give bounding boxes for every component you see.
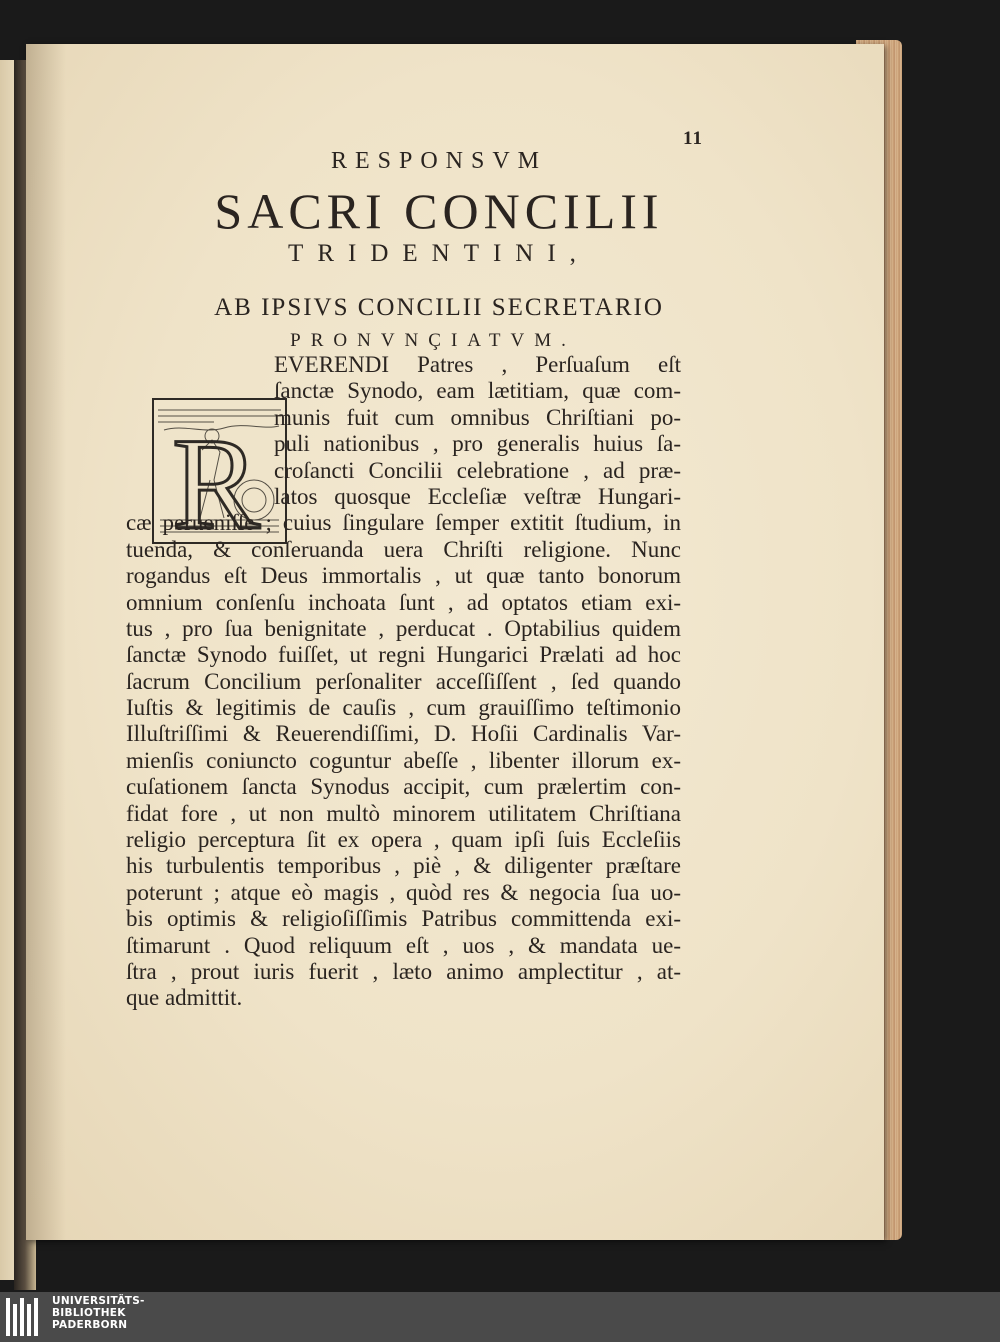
body-text bbox=[126, 352, 681, 1012]
text-line: tus , pro ſua benignitate , perducat . Optabilius quidem bbox=[126, 615, 681, 641]
text-line: munis fuit cum omnibus Chriſtiani po- bbox=[274, 404, 681, 430]
text-line: latos quosque Eccleſiæ veſtræ Hungari- bbox=[274, 483, 681, 509]
text-line: ſanctæ Synodo fuiſſet, ut regni Hungarici Prælati ad hoc bbox=[126, 642, 681, 668]
library-name-line-1: UNIVERSITÄTS- bbox=[52, 1295, 145, 1307]
library-name-line-3: PADERBORN bbox=[52, 1319, 128, 1331]
text-line: Illuſtriſſimi & Reuerendiſſimi, D. Hoſii Cardinalis Var- bbox=[126, 721, 681, 747]
title-line-3: TRIDENTINI, bbox=[288, 240, 590, 267]
text-line: bis optimis & religioſiſſimis Patribus committenda exi- bbox=[126, 906, 681, 932]
text-line: que admittit. bbox=[126, 985, 243, 1011]
text-line: mienſis coniuncto coguntur abeſſe , libenter illorum ex- bbox=[126, 747, 681, 773]
title-line-2: SACRI CONCILII bbox=[214, 183, 664, 239]
library-name-line-2: BIBLIOTHEK bbox=[52, 1307, 126, 1319]
text-line: ſtra , prout iuris fuerit , læto animo amplectitur , at- bbox=[126, 958, 681, 984]
title-line-1: RESPONSVM bbox=[330, 148, 548, 174]
text-line: ſtimarunt . Quod reliquum eſt , uos , & mandata ue- bbox=[126, 932, 681, 958]
title-line-4: AB IPSIVS CONCILII SECRETARIO bbox=[214, 294, 664, 321]
text-line: puli nationibus , pro generalis huius ſa- bbox=[274, 431, 681, 457]
text-line: religio perceptura ſit ex opera , quam ipſi ſuis Eccleſiis bbox=[126, 827, 681, 853]
page-number: 11 bbox=[683, 128, 703, 149]
title-line-5: PRONVNÇIATVM. bbox=[290, 330, 576, 351]
footer-bar bbox=[0, 1292, 1000, 1342]
initial-letter: R bbox=[172, 410, 261, 542]
text-line: croſancti Concilii celebratione , ad præ- bbox=[274, 457, 681, 483]
library-columns-logo-icon bbox=[4, 1296, 44, 1338]
text-line: ſanctæ Synodo, eam lætitiam, quæ com- bbox=[274, 378, 681, 404]
text-line: poterunt ; atque eò magis , quòd res & negocia ſua uo- bbox=[126, 879, 681, 905]
text-line: Iuſtis & legitimis de cauſis , cum grauiſſimo teſtimonio bbox=[126, 695, 681, 721]
text-line: tuenda, & conſeruanda uera Chriſti religione. Nunc bbox=[126, 536, 681, 562]
text-line: his turbulentis temporibus , piè , & diligenter præſtare bbox=[126, 853, 681, 879]
text-line: rogandus eſt Deus immortalis , ut quæ tanto bonorum bbox=[126, 563, 681, 589]
text-line: cæ perueniſſe ; cuius ſingulare ſemper extitit ſtudium, in bbox=[126, 510, 681, 536]
text-line: omnium conſenſu inchoata ſunt , ad optatos etiam exi- bbox=[126, 589, 681, 615]
text-line: fidat fore , ut non multò minorem utilitatem Chriſtiana bbox=[126, 800, 681, 826]
text-line: ſacrum Concilium perſonaliter acceſſiſſent , ſed quando bbox=[126, 668, 681, 694]
text-line: cuſationem ſancta Synodus accipit, cum prælertim con- bbox=[126, 774, 681, 800]
library-name bbox=[52, 1295, 145, 1331]
text-line: EVERENDI Patres , Perſuaſum eſt bbox=[274, 352, 681, 377]
